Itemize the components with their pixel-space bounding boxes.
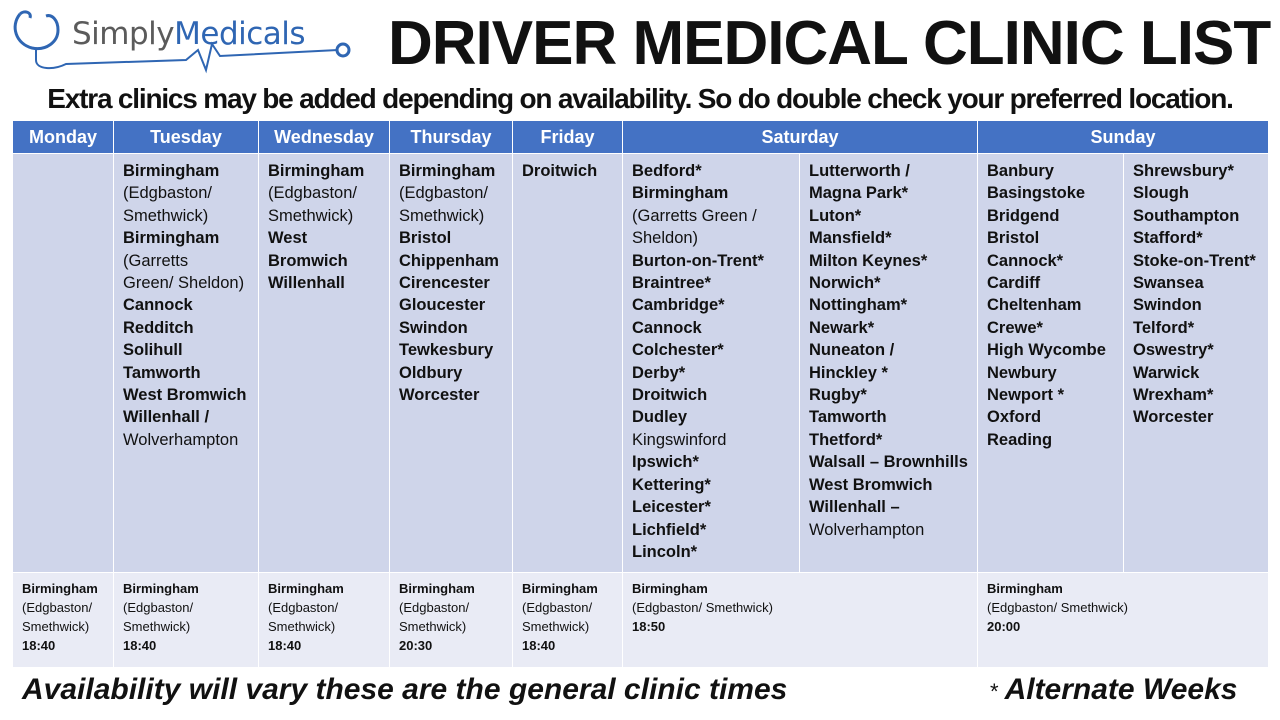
location-name: Worcester	[1133, 408, 1214, 427]
location-name: Willenhall	[268, 274, 345, 293]
location-name: West Bromwich	[809, 475, 933, 494]
location-name: Milton Keynes*	[809, 251, 928, 270]
location-name: Swindon	[399, 318, 468, 337]
brand-logo	[6, 4, 356, 74]
location-name: Willenhall –	[809, 498, 900, 517]
location-name: Norwich*	[809, 274, 881, 293]
location-detail: Sheldon)	[632, 229, 699, 248]
location-detail: Smethwick)	[399, 619, 467, 634]
location-name: 20:30	[399, 638, 433, 653]
location-name: Swansea	[1133, 274, 1204, 293]
location-name: Colchester*	[632, 341, 724, 360]
location-name: Dudley	[632, 408, 688, 427]
location-name: Bristol	[987, 229, 1040, 248]
location-name: Wrexham*	[1133, 386, 1214, 405]
location-name: Cheltenham	[987, 296, 1082, 315]
location-name: Stoke-on-Trent*	[1133, 251, 1256, 270]
location-name: 20:00	[987, 619, 1021, 634]
footer-alternate-weeks	[990, 670, 1237, 710]
time-cell-wednesday	[259, 573, 390, 668]
location-detail: (Edgbaston/	[399, 184, 488, 203]
location-name: Worcester	[399, 386, 480, 405]
location-name: Droitwich	[632, 386, 708, 405]
location-detail: Wolverhampton	[123, 430, 239, 449]
location-name: Bridgend	[987, 206, 1060, 225]
location-name: Stafford*	[1133, 229, 1203, 248]
location-name: Birmingham	[399, 162, 496, 180]
header-friday: Friday	[513, 121, 623, 154]
location-name: Lutterworth /	[809, 162, 910, 180]
location-name: Birmingham	[22, 581, 98, 596]
location-name: Gloucester	[399, 296, 486, 315]
cell-saturday-a	[623, 154, 800, 573]
location-name: Derby*	[632, 363, 686, 382]
location-detail: (Edgbaston/	[268, 600, 339, 615]
location-name: Birmingham	[632, 581, 708, 596]
location-detail: Kingswinford	[632, 430, 727, 449]
location-name: Southampton	[1133, 206, 1240, 225]
location-name: Cirencester	[399, 274, 490, 293]
time-cell-saturday	[623, 573, 978, 668]
asterisk-note: *	[990, 679, 999, 704]
location-name: Birmingham	[123, 581, 199, 596]
time-cell-sunday	[978, 573, 1269, 668]
location-name: 18:40	[22, 638, 56, 653]
location-name: Lincoln*	[632, 542, 698, 561]
location-name: 18:40	[123, 638, 157, 653]
brand-name	[72, 16, 305, 52]
day-header-row	[13, 121, 1269, 154]
location-name: Magna Park*	[809, 184, 909, 203]
location-detail: Smethwick)	[268, 619, 336, 634]
location-name: Mansfield*	[809, 229, 892, 248]
location-detail: Green/ Sheldon)	[123, 274, 245, 293]
location-name: Reading	[987, 430, 1053, 449]
location-name: Nottingham*	[809, 296, 908, 315]
location-name: Luton*	[809, 206, 862, 225]
location-name: Walsall – Brownhills	[809, 453, 968, 472]
location-detail: Smethwick)	[399, 206, 485, 225]
location-detail: (Edgbaston/	[123, 600, 194, 615]
location-name: Cambridge*	[632, 296, 725, 315]
cell-thursday	[390, 154, 513, 573]
location-detail: (Garretts	[123, 251, 189, 270]
location-name: Oswestry*	[1133, 341, 1214, 360]
brand-name-part1: Simply	[72, 16, 175, 52]
location-name: Newport *	[987, 386, 1065, 405]
cell-sunday-b	[1124, 154, 1269, 573]
page-subtitle: Extra clinics may be added depending on availability. So do double check your preferred location.	[47, 83, 1233, 114]
location-name: Hinckley *	[809, 363, 888, 382]
location-detail: (Edgbaston/	[399, 600, 470, 615]
time-cell-tuesday	[114, 573, 259, 668]
location-name: Kettering*	[632, 475, 711, 494]
location-name: Ipswich*	[632, 453, 699, 472]
location-name: Bromwich	[268, 251, 348, 270]
location-name: Willenhall /	[123, 408, 210, 427]
location-detail: Wolverhampton	[809, 520, 925, 539]
location-name: Thetford*	[809, 430, 883, 449]
location-name: 18:40	[268, 638, 302, 653]
location-name: Banbury	[987, 162, 1054, 180]
location-name: Birmingham	[123, 229, 220, 248]
location-name: Telford*	[1133, 318, 1195, 337]
cell-tuesday	[114, 154, 259, 573]
location-name: Solihull	[123, 341, 183, 360]
location-name: Burton-on-Trent*	[632, 251, 764, 270]
location-name: Nuneaton /	[809, 341, 895, 360]
location-name: Birmingham	[399, 581, 475, 596]
location-name: Tamworth	[123, 363, 201, 382]
location-detail: (Garretts Green /	[632, 206, 757, 225]
clinic-locations-row	[13, 154, 1269, 573]
location-name: Birmingham	[123, 162, 220, 180]
cell-monday	[13, 154, 114, 573]
location-name: Lichfield*	[632, 520, 707, 539]
location-name: West	[268, 229, 308, 248]
location-name: Tamworth	[809, 408, 887, 427]
location-name: Chippenham	[399, 251, 499, 270]
location-name: Tewkesbury	[399, 341, 494, 360]
location-name: Warwick	[1133, 363, 1200, 382]
location-name: High Wycombe	[987, 341, 1106, 360]
location-name: Shrewsbury*	[1133, 162, 1234, 180]
time-cell-monday	[13, 573, 114, 668]
cell-sunday-a	[978, 154, 1124, 573]
location-detail: Smethwick)	[123, 619, 191, 634]
location-detail: Smethwick)	[123, 206, 209, 225]
location-name: Oldbury	[399, 363, 463, 382]
location-name: Newark*	[809, 318, 875, 337]
cell-saturday-b	[800, 154, 978, 573]
location-name: Cannock	[123, 296, 193, 315]
header-thursday: Thursday	[390, 121, 513, 154]
evening-clinic-row	[13, 573, 1269, 668]
location-name: Cannock*	[987, 251, 1064, 270]
location-name: Crewe*	[987, 318, 1043, 337]
location-detail: (Edgbaston/ Smethwick)	[987, 600, 1128, 615]
location-name: Bedford*	[632, 162, 702, 180]
time-cell-friday	[513, 573, 623, 668]
location-name: Braintree*	[632, 274, 711, 293]
location-name: Newbury	[987, 363, 1057, 382]
header-monday: Monday	[13, 121, 114, 154]
location-name: Bristol	[399, 229, 452, 248]
location-detail: Smethwick)	[522, 619, 590, 634]
time-cell-thursday	[390, 573, 513, 668]
location-detail: (Edgbaston/	[522, 600, 593, 615]
location-name: Droitwich	[522, 162, 598, 180]
location-detail: (Edgbaston/	[268, 184, 357, 203]
location-detail: (Edgbaston/ Smethwick)	[632, 600, 773, 615]
cell-wednesday	[259, 154, 390, 573]
header-sunday: Sunday	[978, 121, 1269, 154]
header-saturday: Saturday	[623, 121, 978, 154]
location-name: Basingstoke	[987, 184, 1086, 203]
location-name: Redditch	[123, 318, 194, 337]
location-name: Leicester*	[632, 498, 711, 517]
location-name: Birmingham	[268, 581, 344, 596]
location-name: Oxford	[987, 408, 1042, 427]
location-name: 18:50	[632, 619, 666, 634]
location-name: Birmingham	[632, 184, 729, 203]
clinic-table	[12, 120, 1269, 668]
location-detail: (Edgbaston/	[22, 600, 93, 615]
location-detail: Smethwick)	[22, 619, 90, 634]
location-name: Birmingham	[987, 581, 1063, 596]
page-title: DRIVER MEDICAL CLINIC LIST	[388, 9, 1271, 78]
location-name: Cannock	[632, 318, 702, 337]
footer-availability-note: Availability will vary these are the general clinic times	[22, 673, 788, 706]
location-detail: Smethwick)	[268, 206, 354, 225]
location-name: Cardiff	[987, 274, 1041, 293]
location-name: Swindon	[1133, 296, 1202, 315]
alternate-weeks-label: Alternate Weeks	[1004, 673, 1238, 706]
location-name: 18:40	[522, 638, 556, 653]
location-name: Slough	[1133, 184, 1189, 203]
location-name: West Bromwich	[123, 386, 247, 405]
header-wednesday: Wednesday	[259, 121, 390, 154]
location-name: Birmingham	[268, 162, 365, 180]
header-tuesday: Tuesday	[114, 121, 259, 154]
location-name: Rugby*	[809, 386, 867, 405]
location-name: Birmingham	[522, 581, 598, 596]
location-detail: (Edgbaston/	[123, 184, 212, 203]
cell-friday	[513, 154, 623, 573]
brand-name-part2: Medicals	[174, 16, 306, 52]
